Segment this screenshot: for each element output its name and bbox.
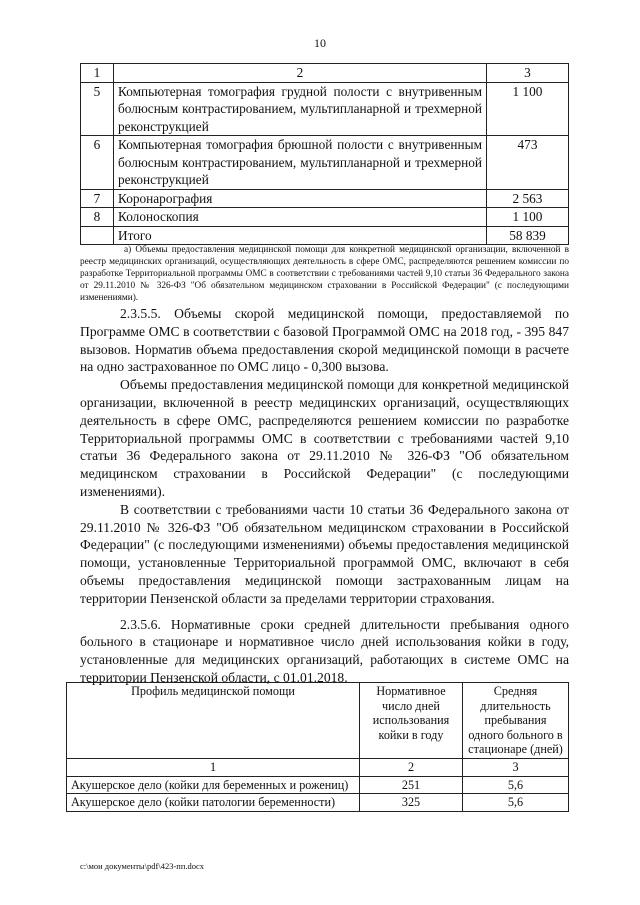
page-number: 10: [314, 36, 326, 50]
paragraph: 2.3.5.6. Нормативные сроки средней длительности пребывания одного больного в стационаре и нормативное число дней использования койки в году, установленные для медицинских организаций, работающих в системе ОМС на территории Пензенской области, с 01.01.2018.: [80, 616, 569, 685]
footnote: а) Объемы предоставления медицинской помощи для конкретной медицинской организации, включенной в реестр медицинских организаций, осуществляющих деятельность в сфере ОМС, распределяются решением комиссии по разработке Территориальной программы ОМС в соответствии с требованиями частей 9,10 статьи 36 Федерального закона от 29.11.2010 № 326-ФЗ "Об обязательном медицинском страховании в Российской Федерации" (с последующими изменениями).: [80, 245, 569, 303]
table-row: [81, 189, 569, 208]
row-name: Компьютерная томография брюшной полости с внутривенным болюсным контрастированием, мультипланарной и трехмерной реконструкцией: [114, 136, 487, 190]
row-value: 1 100: [487, 208, 569, 227]
header-cell: 2: [114, 64, 487, 83]
column-number: 2: [360, 758, 463, 776]
volumes-table: [80, 63, 569, 245]
days-cell: 251: [360, 776, 463, 794]
file-path: c:\мои документы\pdf\423-пп.docx: [80, 861, 205, 871]
duration-cell: 5,6: [463, 794, 569, 812]
norms-table: [66, 682, 569, 812]
row-number: 8: [81, 208, 114, 227]
profile-cell: Акушерское дело (койки для беременных и рожениц): [67, 776, 360, 794]
row-name: Компьютерная томография грудной полости с внутривенным болюсным контрастированием, мультипланарной и трехмерной реконструкцией: [114, 82, 487, 136]
profile-cell: Акушерское дело (койки патологии беременности): [67, 794, 360, 812]
paragraph: Объемы предоставления медицинской помощи для конкретной медицинской организации, включенной в реестр медицинских организаций, осуществляющих деятельность в сфере ОМС, распределяются решением комиссии по разработке Территориальной программы ОМС в соответствии с требованиями частей 9,10 статьи 36 Федерального закона от 29.11.2010 № 326-ФЗ "Об обязательном медицинском страховании в Российской Федерации" (с последующими изменениями).: [80, 377, 569, 499]
column-number: 1: [67, 758, 360, 776]
duration-cell: 5,6: [463, 776, 569, 794]
row-value: 1 100: [487, 82, 569, 136]
row-number: [81, 226, 114, 245]
row-name: Колоноскопия: [114, 208, 487, 227]
row-number: 6: [81, 136, 114, 190]
table-header-row: [81, 64, 569, 83]
table-header-row: [67, 683, 569, 759]
body-text: [80, 305, 569, 695]
header-cell: Профиль медицинской помощи: [67, 683, 360, 759]
table-row: [67, 776, 569, 794]
table-row: [81, 82, 569, 136]
days-cell: 325: [360, 794, 463, 812]
header-cell: 3: [487, 64, 569, 83]
header-cell: 1: [81, 64, 114, 83]
row-number: 7: [81, 189, 114, 208]
header-cell: Нормативное число дней использования койки в году: [360, 683, 463, 759]
table-row: [81, 136, 569, 190]
row-value: 58 839: [487, 226, 569, 245]
table-total-row: [81, 226, 569, 245]
row-name: Итого: [114, 226, 487, 245]
paragraph: 2.3.5.5. Объемы скорой медицинской помощи, предоставляемой по Программе ОМС в соответствии с базовой Программой ОМС на 2018 год, - 395 847 вызовов. Норматив объема предоставления скорой медицинской помощи в расчете на одно застрахованное по ОМС лицо - 0,300 вызова.: [80, 306, 569, 375]
column-number: 3: [463, 758, 569, 776]
row-number: 5: [81, 82, 114, 136]
header-cell: Средняя длительность пребывания одного больного в стационаре (дней): [463, 683, 569, 759]
paragraph: В соответствии с требованиями части 10 статьи 36 Федерального закона от 29.11.2010 № 326-ФЗ "Об обязательном медицинском страховании в Российской Федерации" (с последующими изменениями) объемы предоставления медицинской помощи, установленные Территориальной программой ОМС, включают в себя объемы предоставления медицинской помощи застрахованным лицам на территории Пензенской области за пределами территории страхования.: [80, 501, 569, 606]
row-name: Коронарография: [114, 189, 487, 208]
table-number-row: [67, 758, 569, 776]
row-value: 473: [487, 136, 569, 190]
row-value: 2 563: [487, 189, 569, 208]
table-row: [81, 208, 569, 227]
table-row: [67, 794, 569, 812]
